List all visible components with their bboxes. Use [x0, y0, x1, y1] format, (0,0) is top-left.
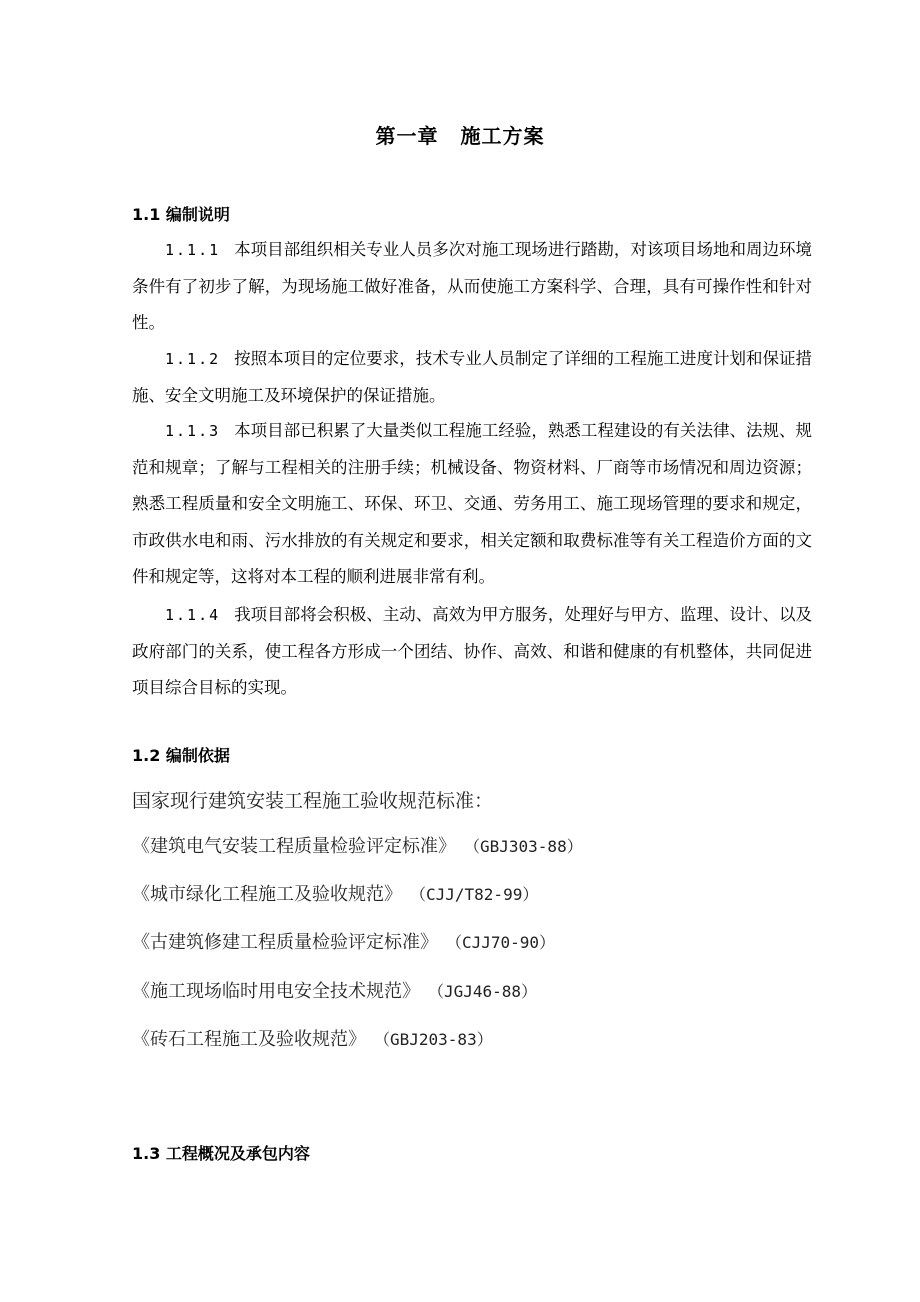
standard-code: （JGJ46-88） [436, 982, 538, 1001]
section-heading-1-1: 1.1 编制说明 [132, 205, 230, 224]
standard-item [132, 928, 555, 958]
paragraph-number: 1.1.3 [165, 422, 221, 440]
paragraph-1-1-2 [132, 341, 812, 414]
paragraph-number: 1.1.2 [165, 350, 221, 368]
paragraph-text: 我项目部将会积极、主动、高效为甲方服务，处理好与甲方、监理、设计、以及政府部门的关系，使工程各方形成一个团结、协作、高效、和谐和健康的有机整体，共同促进项目综合目标的实现。 [132, 605, 812, 697]
paragraph-text: 本项目部组织相关专业人员多次对施工现场进行踏勘，对该项目场地和周边环境条件有了初步了解，为现场施工做好准备，从而使施工方案科学、合理，具有可操作性和针对性。 [132, 240, 812, 332]
standard-item [132, 832, 583, 862]
section-heading-1-2: 1.2 编制依据 [132, 746, 230, 765]
paragraph-1-1-3 [132, 413, 812, 596]
section-heading-1-3: 1.3 工程概况及承包内容 [132, 1144, 310, 1163]
standard-code: （CJJ/T82-99） [418, 885, 539, 904]
standard-title: 《砖石工程施工及验收规范》 [132, 1029, 366, 1050]
paragraph-1-1-4 [132, 597, 812, 707]
basis-intro: 国家现行建筑安装工程施工验收规范标准： [132, 790, 494, 812]
chapter-title [0, 121, 920, 151]
standard-code: （CJJ70-90） [454, 933, 556, 952]
standard-title: 《施工现场临时用电安全技术规范》 [132, 981, 420, 1002]
chapter-name: 施工方案 [460, 124, 545, 148]
standard-code: （GBJ203-83） [382, 1030, 493, 1049]
standard-item [132, 880, 538, 910]
paragraph-text: 按照本项目的定位要求，技术专业人员制定了详细的工程施工进度计划和保证措施、安全文明施工及环境保护的保证措施。 [132, 349, 812, 405]
standard-item [132, 977, 537, 1007]
standard-title: 《建筑电气安装工程质量检验评定标准》 [132, 836, 456, 857]
standard-title: 《城市绿化工程施工及验收规范》 [132, 884, 402, 905]
standard-title: 《古建筑修建工程质量检验评定标准》 [132, 932, 438, 953]
standard-code: （GBJ303-88） [472, 837, 583, 856]
standard-item [132, 1025, 493, 1055]
paragraph-text: 本项目部已积累了大量类似工程施工经验，熟悉工程建设的有关法律、法规、规范和规章；了解与工程相关的注册手续；机械设备、物资材料、厂商等市场情况和周边资源；熟悉工程质量和安全文明施工、环保、环卫、交通、劳务用工、施工现场管理的要求和规定，市政供水电和雨、污水排放的有关规定和要求，相关定额和取费标准等有关工程造价方面的文件和规定等，这将对本工程的顺利进展非常有利。 [132, 421, 812, 586]
paragraph-number: 1.1.1 [165, 241, 221, 259]
paragraph-1-1-1 [132, 232, 812, 342]
chapter-number: 第一章 [375, 124, 439, 148]
paragraph-number: 1.1.4 [165, 606, 221, 624]
